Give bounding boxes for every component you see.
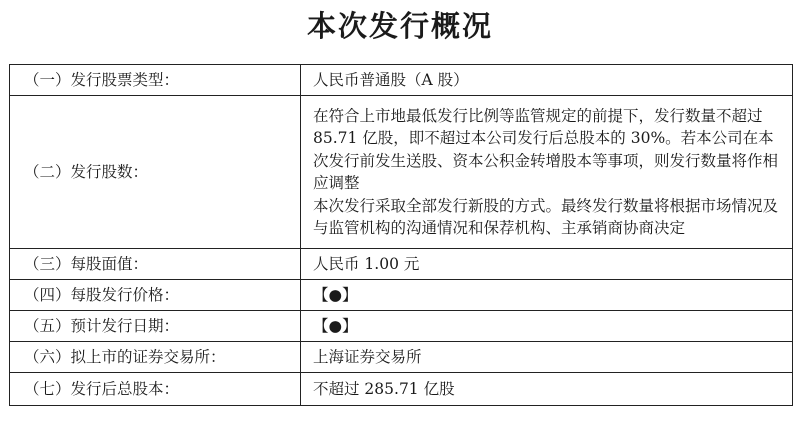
table-row <box>10 311 793 342</box>
row-value: 上海证券交易所 <box>301 342 793 373</box>
value-paragraph: 本次发行采取全部发行新股的方式。最终发行数量将根据市场情况及与监管机构的沟通情况和保荐机构、主承销商协商决定 <box>313 196 779 237</box>
row-value <box>301 96 793 249</box>
row-value: 人民币普通股（A 股） <box>301 65 793 96</box>
row-value: 人民币 1.00 元 <box>301 249 793 280</box>
offering-summary-table <box>9 64 793 406</box>
table-row <box>10 342 793 373</box>
table-row <box>10 65 793 96</box>
row-label: （二）发行股数： <box>10 96 301 249</box>
row-label: （五）预计发行日期： <box>10 311 301 342</box>
value-paragraph: 在符合上市地最低发行比例等监管规定的前提下，发行数量不超过 85.71 亿股，即不超过本公司发行后总股本的 30%。若本公司在本次发行前发生送股、资本公积金转增股本等事项，则发行数量将作相应调整 <box>313 106 779 192</box>
table-row <box>10 249 793 280</box>
document-title: 本次发行概况 <box>306 9 493 43</box>
row-label: （一）发行股票类型： <box>10 65 301 96</box>
row-label: （四）每股发行价格： <box>10 280 301 311</box>
row-value: 【●】 <box>301 280 793 311</box>
row-label: （六）拟上市的证券交易所： <box>10 342 301 373</box>
table-row <box>10 96 793 249</box>
table-row <box>10 280 793 311</box>
table-row <box>10 373 793 406</box>
row-value: 【●】 <box>301 311 793 342</box>
row-label: （三）每股面值： <box>10 249 301 280</box>
row-label: （七）发行后总股本： <box>10 373 301 406</box>
row-value: 不超过 285.71 亿股 <box>301 373 793 406</box>
